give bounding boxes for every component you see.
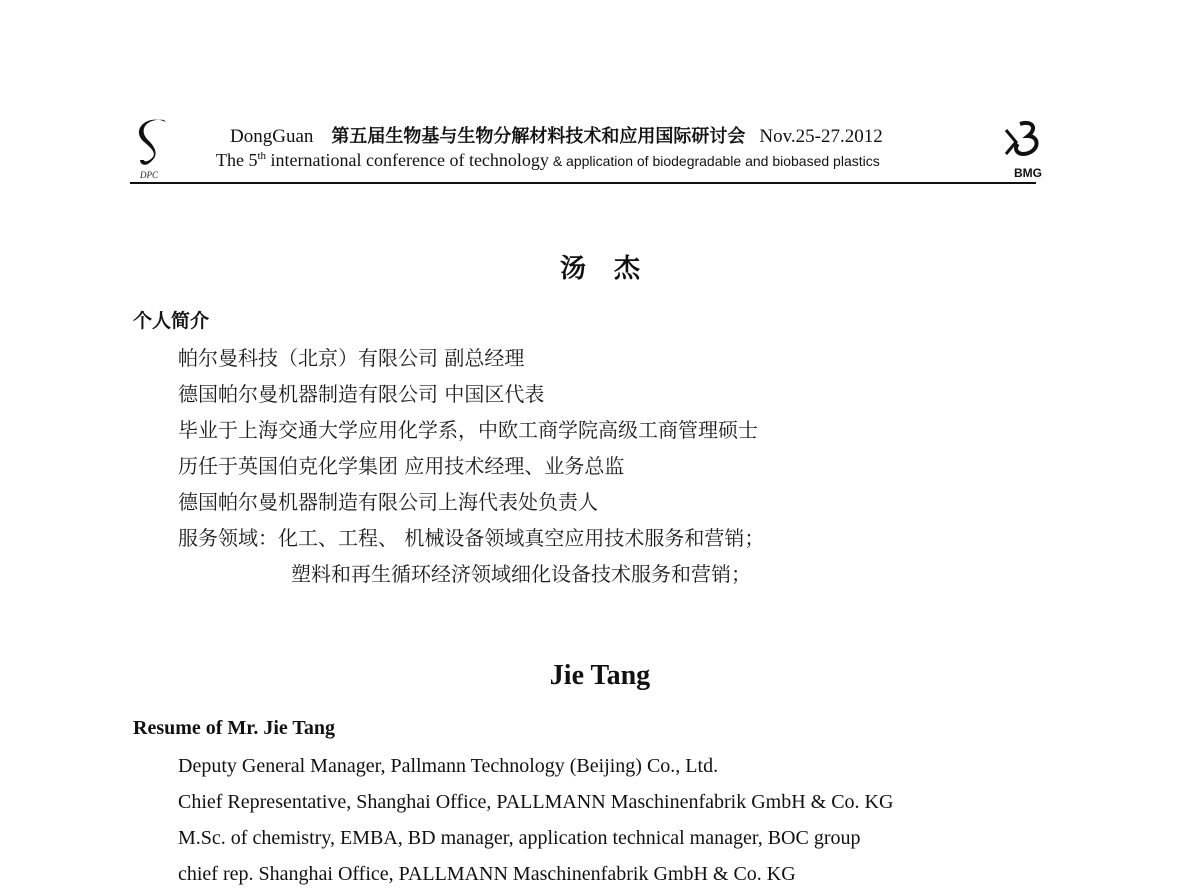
header-date: Nov.25-27.2012 xyxy=(759,126,883,147)
header-line-1 xyxy=(230,122,970,148)
english-resume-line: Deputy General Manager, Pallmann Technology (Beijing) Co., Ltd. xyxy=(178,755,719,777)
header-line2-sans: & application of biodegradable and biobased plastics xyxy=(548,153,880,169)
english-resume-list xyxy=(178,752,893,896)
bmg-logo-icon xyxy=(1002,116,1042,166)
bmg-logo xyxy=(1002,116,1042,180)
chinese-resume-line: 帕尔曼科技（北京）有限公司 副总经理 xyxy=(178,346,525,370)
header-line2-prefix: The 5 xyxy=(216,150,258,170)
chinese-resume-line: 历任于英国伯克化学集团 应用技术经理、业务总监 xyxy=(178,454,625,478)
english-resume-line: M.Sc. of chemistry, EMBA, BD manager, application technical manager, BOC group xyxy=(178,827,861,849)
dpc-logo-icon xyxy=(134,116,174,172)
chinese-resume-list xyxy=(178,340,764,592)
chinese-name: 汤杰 xyxy=(559,254,668,284)
dpc-logo-label: DPC xyxy=(140,170,158,180)
chinese-resume-line: 德国帕尔曼机器制造有限公司 中国区代表 xyxy=(178,382,545,406)
header-cn-title: 第五届生物基与生物分解材料技术和应用国际研讨会 xyxy=(331,126,746,147)
english-name: Jie Tang xyxy=(549,660,651,691)
dpc-logo xyxy=(134,116,174,180)
header-location: DongGuan xyxy=(230,126,314,147)
english-resume-line: Chief Representative, Shanghai Office, PALLMANN Maschinenfabrik GmbH & Co. KG xyxy=(178,791,894,813)
english-resume-line: chief rep. Shanghai Office, PALLMANN Maschinenfabrik GmbH & Co. KG xyxy=(178,863,796,885)
header-line2-serif: international conference of technology xyxy=(266,150,549,170)
chinese-resume-line: 德国帕尔曼机器制造有限公司上海代表处负责人 xyxy=(178,490,598,514)
chinese-resume-line: 塑料和再生循环经济领域细化设备技术服务和营销； xyxy=(291,562,751,586)
header-divider xyxy=(130,182,1036,184)
header-line-2 xyxy=(216,150,880,171)
english-section-title: Resume of Mr. Jie Tang xyxy=(133,717,336,739)
chinese-resume-line: 毕业于上海交通大学应用化学系，中欧工商学院高级工商管理硕士 xyxy=(178,418,758,442)
chinese-resume-line: 服务领域：化工、工程、 机械设备领域真空应用技术服务和营销； xyxy=(178,526,765,550)
header-line2-sup: th xyxy=(257,150,267,162)
conference-header xyxy=(130,112,1042,186)
bmg-logo-label: BMG xyxy=(1014,166,1042,180)
chinese-section-title: 个人简介 xyxy=(133,310,210,332)
